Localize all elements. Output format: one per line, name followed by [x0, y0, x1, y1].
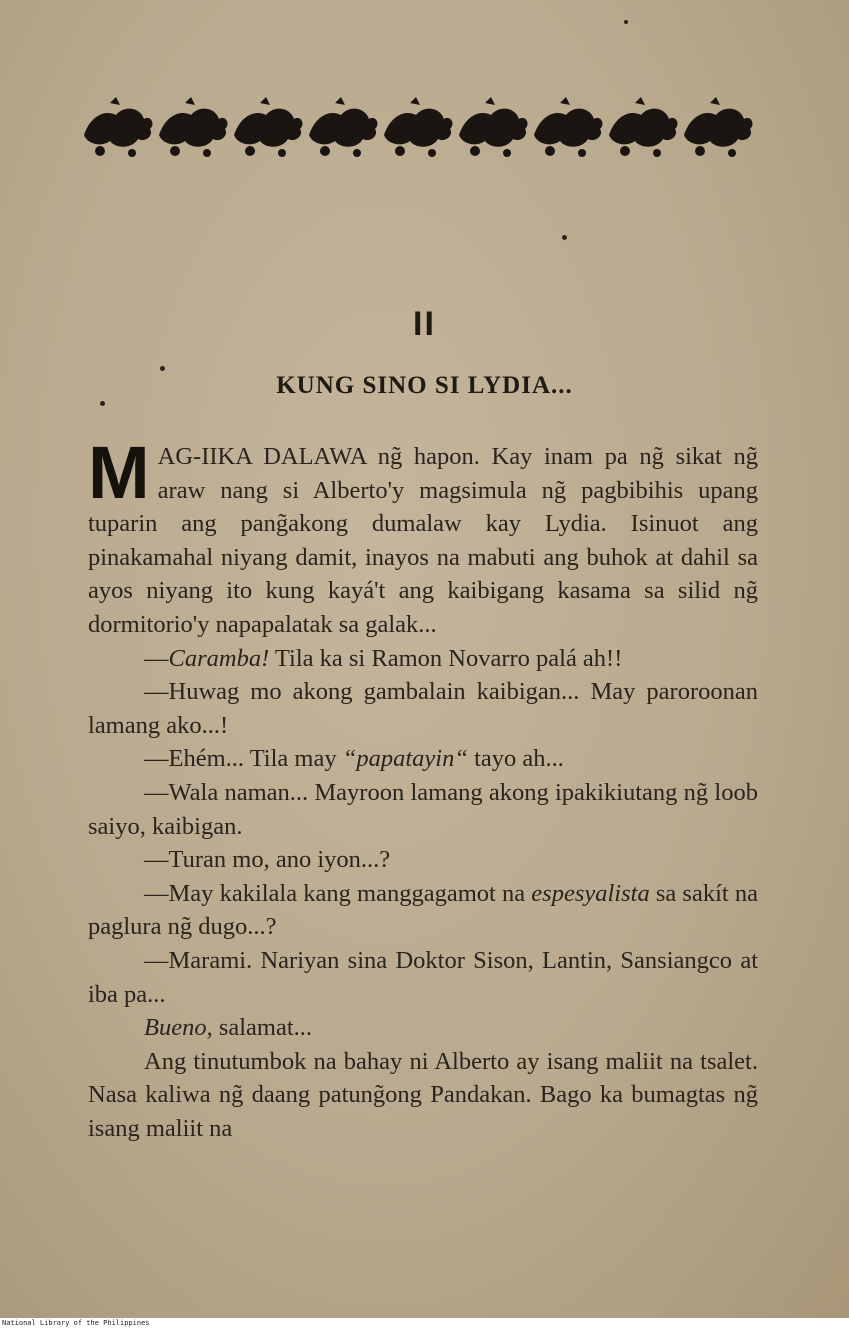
italic-text: espesyalista [531, 879, 650, 907]
italic-text: “papatayin“ [342, 745, 468, 773]
text-run: —Huwag mo akong gambalain kaibigan... May paroroonan lamang ako...! [88, 678, 758, 739]
paragraph [88, 843, 758, 877]
text-run: —Wala naman... Mayroon lamang akong ipakikiutang ng̃ loob saiyo, kaibigan. [88, 778, 758, 840]
paragraph [88, 776, 758, 843]
italic-text: Caramba! [168, 644, 270, 672]
paragraph [88, 675, 758, 742]
chapter-number: II [413, 305, 436, 343]
paragraph [88, 944, 758, 1011]
text-run: Tila ka si Ramon Novarro palá ah!! [269, 644, 623, 672]
text-run: , salamat... [206, 1014, 313, 1042]
text-run: sa sakít na paglura ng̃ dugo...? [88, 879, 758, 941]
chapter-body-text [88, 431, 758, 1145]
text-run: Ang tinutumbok na bahay ni Alberto ay isang maliit na tsalet. Nasa kaliwa ng̃ daang patung̃ong Pandakan. Bago ka bumagtas ng̃ isang maliit na [88, 1047, 758, 1142]
paragraph [88, 877, 758, 944]
text-run: — [144, 644, 169, 672]
paragraph [88, 742, 758, 776]
paragraph [88, 431, 758, 642]
footer-strip [0, 1318, 849, 1328]
print-speck [100, 401, 105, 406]
chapter-title: KUNG SINO SI LYDIA... [276, 372, 573, 399]
text-run: AG-IIKA DALAWA ng̃ hapon. Kay inam pa ng̃ sikat ng̃ araw nang si Alberto'y magsimula ng̃ pagbibihis upang tuparin ang pang̃akong dumalaw kay Lydia. Isinuot ang pinakamahal niyang damit, inayos na mabuti ang buhok at dahil sa ayos niyang ito kung kayá't ang kaibigang kasama sa silid ng̃ dormitorio'y napapalatak sa galak... [88, 443, 758, 638]
print-speck [562, 235, 567, 240]
text-run: —Ehém... Tila may [144, 745, 343, 773]
print-speck [160, 366, 165, 371]
text-run: tayo ah... [467, 745, 564, 773]
paragraph [88, 1045, 758, 1146]
library-credit: National Library of the Philippines [2, 1319, 150, 1327]
text-run: —Marami. Nariyan sina Doktor Sison, Lantin, Sansiangco at iba pa... [88, 946, 758, 1008]
italic-text: Bueno [144, 1014, 207, 1042]
text-run: —Turan mo, ano iyon...? [144, 846, 391, 874]
decorative-ornament-band [80, 95, 756, 161]
paragraph [88, 642, 758, 676]
drop-cap-letter: M [88, 431, 150, 514]
print-speck [624, 20, 628, 24]
text-run: —May kakilala kang manggagamot na [144, 879, 532, 907]
paragraph [88, 1011, 758, 1045]
